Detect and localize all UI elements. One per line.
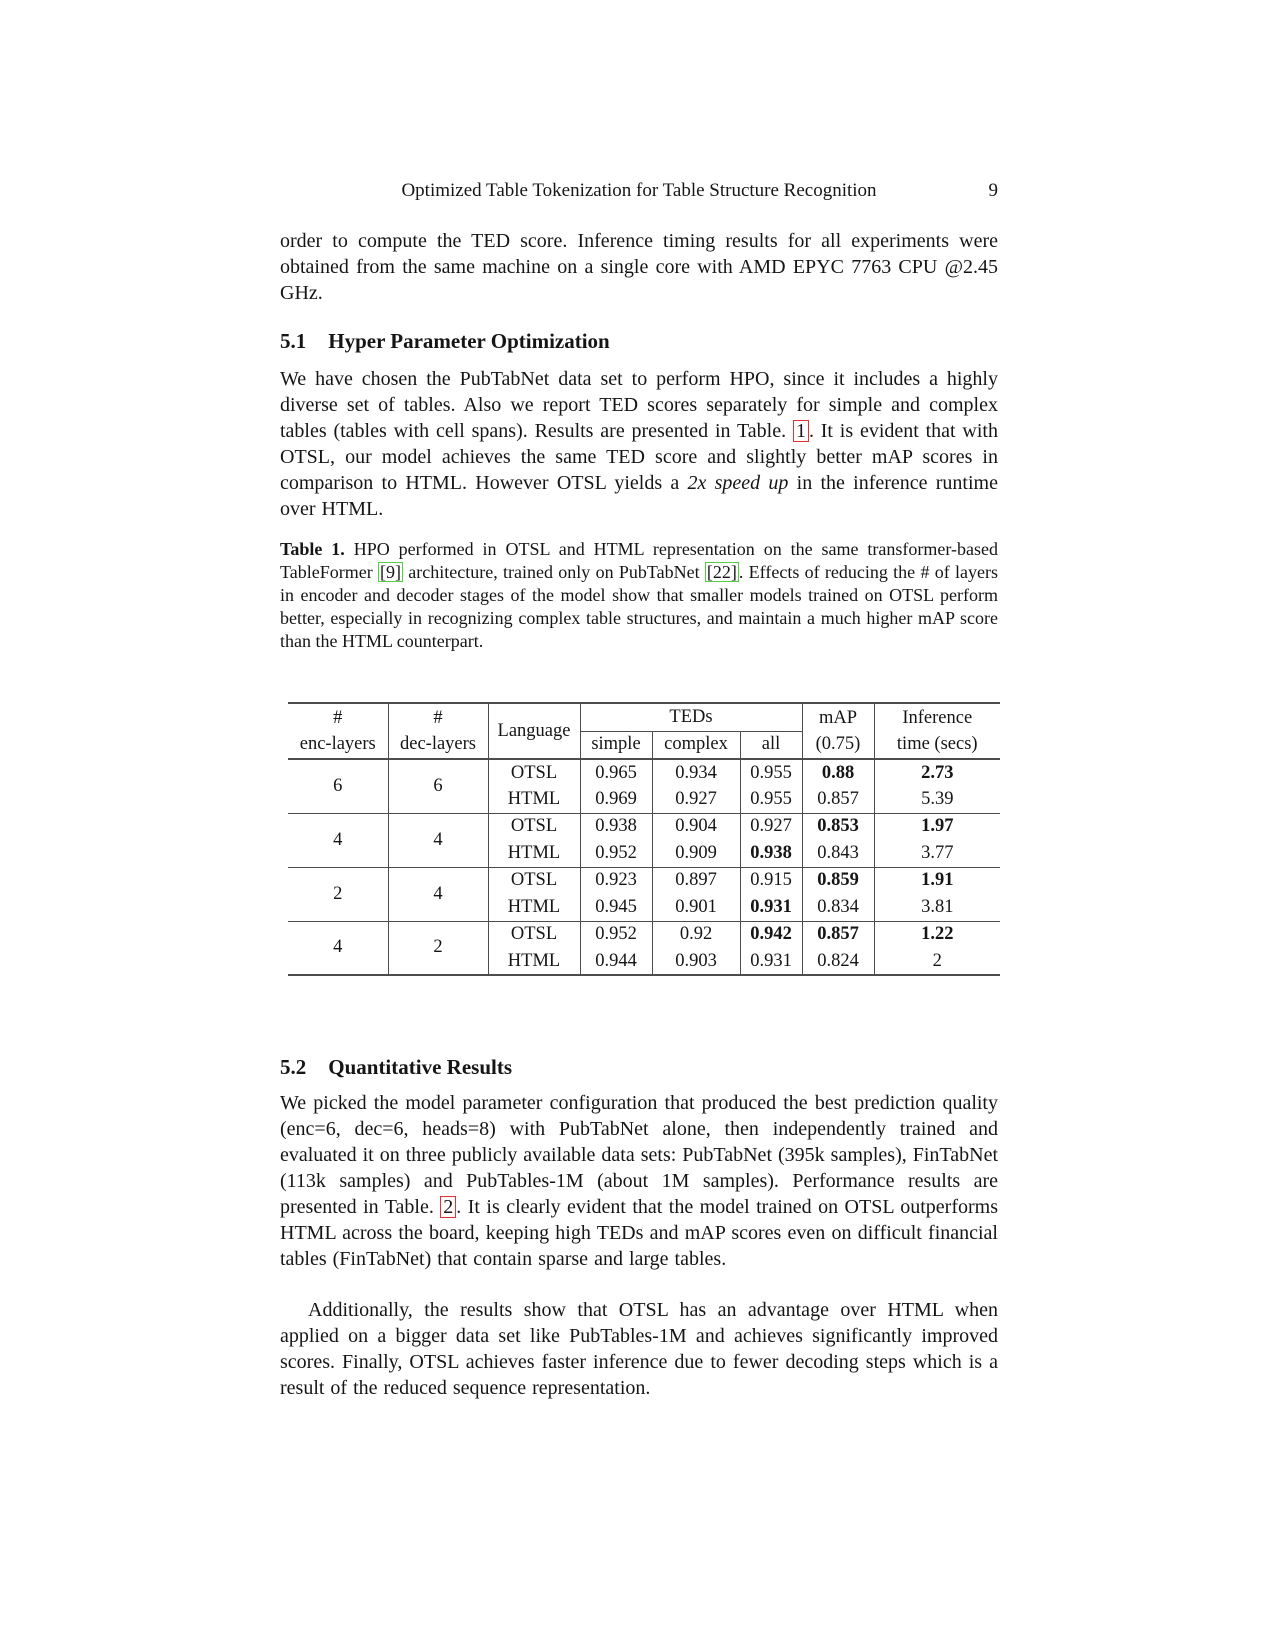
cell-teds-all: 0.955 bbox=[740, 759, 802, 786]
cell-enc-layers: 4 bbox=[288, 921, 388, 975]
cell-teds-all: 0.927 bbox=[740, 813, 802, 840]
section-5-1-title: Hyper Parameter Optimization bbox=[328, 329, 610, 353]
cell-teds-all: 0.931 bbox=[740, 894, 802, 921]
cell-enc-layers: 6 bbox=[288, 759, 388, 813]
cell-teds-all: 0.931 bbox=[740, 948, 802, 975]
cell-inference-time: 1.91 bbox=[874, 867, 1000, 894]
cell-dec-layers: 4 bbox=[388, 813, 488, 867]
section-5-2-paragraph-2: Additionally, the results show that OTSL has an advantage over HTML when applied on a bigger data set like PubTables-1M and achieves significantly improved scores. Finally, OTSL achieves faster inference due to fewer decoding steps which is a result of the reduced sequence representation. bbox=[280, 1299, 998, 1399]
cell-teds-all: 0.938 bbox=[740, 840, 802, 867]
cell-teds-simple: 0.952 bbox=[580, 921, 652, 948]
cell-teds-all: 0.915 bbox=[740, 867, 802, 894]
caption-text: . Effects of reducing the # of layers in encoder and decoder stages of the model show that smaller models trained on OTSL perform better, especially in recognizing complex table structures, and maintain a much higher mAP score than the HTML counterpart. bbox=[280, 562, 998, 651]
paragraph-text: in the inference runtime over HTML. bbox=[280, 472, 998, 520]
citation-22-link[interactable]: [22] bbox=[706, 562, 737, 582]
cell-map: 0.834 bbox=[802, 894, 874, 921]
table-1-reference-link[interactable]: 1 bbox=[793, 420, 809, 442]
cell-teds-complex: 0.904 bbox=[652, 813, 740, 840]
table-1 bbox=[288, 702, 1000, 976]
cell-language: OTSL bbox=[488, 921, 580, 948]
cell-inference-time: 2.73 bbox=[874, 759, 1000, 786]
cell-teds-complex: 0.934 bbox=[652, 759, 740, 786]
header-teds: TEDs bbox=[580, 703, 802, 731]
section-5-2-title: Quantitative Results bbox=[328, 1055, 512, 1079]
emphasized-text: 2x speed up bbox=[687, 472, 789, 494]
table-row bbox=[288, 867, 1000, 894]
paragraph-text: . It is evident that with OTSL, our model achieves the same TED score and slightly better mAP scores in comparison to HTML. However OTSL yields a bbox=[280, 420, 998, 494]
cell-teds-complex: 0.92 bbox=[652, 921, 740, 948]
table-1-caption bbox=[280, 538, 998, 653]
cell-teds-complex: 0.909 bbox=[652, 840, 740, 867]
cell-map: 0.859 bbox=[802, 867, 874, 894]
cell-map: 0.857 bbox=[802, 786, 874, 813]
paragraph-text: . It is clearly evident that the model trained on OTSL outperforms HTML across the board, keeping high TEDs and mAP scores even on difficult financial tables (FinTabNet) that contain sparse and large tables. bbox=[280, 1196, 998, 1270]
cell-language: OTSL bbox=[488, 867, 580, 894]
cell-teds-all: 0.955 bbox=[740, 786, 802, 813]
running-head bbox=[280, 180, 998, 202]
cell-map: 0.853 bbox=[802, 813, 874, 840]
cell-language: OTSL bbox=[488, 813, 580, 840]
cell-language: OTSL bbox=[488, 759, 580, 786]
section-5-1-paragraph bbox=[280, 366, 998, 522]
cell-teds-simple: 0.952 bbox=[580, 840, 652, 867]
cell-inference-time: 1.97 bbox=[874, 813, 1000, 840]
cell-language: HTML bbox=[488, 786, 580, 813]
table-row bbox=[288, 921, 1000, 948]
cell-teds-complex: 0.897 bbox=[652, 867, 740, 894]
cell-teds-complex: 0.927 bbox=[652, 786, 740, 813]
cell-teds-simple: 0.969 bbox=[580, 786, 652, 813]
table-row bbox=[288, 813, 1000, 840]
header-enc-layers: # enc-layers bbox=[288, 703, 388, 759]
cell-inference-time: 3.77 bbox=[921, 842, 954, 863]
cell-teds-complex: 0.901 bbox=[652, 894, 740, 921]
caption-text: architecture, trained only on PubTabNet bbox=[403, 562, 705, 582]
table-row bbox=[288, 759, 1000, 786]
cell-teds-all: 0.942 bbox=[740, 921, 802, 948]
header-teds-complex: complex bbox=[652, 731, 740, 759]
cell-language: HTML bbox=[488, 948, 580, 975]
header-teds-simple: simple bbox=[580, 731, 652, 759]
cell-map: 0.857 bbox=[802, 921, 874, 948]
paragraph-text: We have chosen the PubTabNet data set to perform HPO, since it includes a highly diverse set of tables. Also we report TED scores separately for simple and complex tables (tables with cell spans). Results are presented in Table. bbox=[280, 368, 998, 442]
cell-map: 0.824 bbox=[802, 948, 874, 975]
cell-dec-layers: 6 bbox=[388, 759, 488, 813]
cell-map: 0.843 bbox=[802, 840, 874, 867]
cell-enc-layers: 4 bbox=[288, 813, 388, 867]
cell-enc-layers: 2 bbox=[288, 867, 388, 921]
cell-teds-complex: 0.903 bbox=[652, 948, 740, 975]
header-inference-time: Inference time (secs) bbox=[896, 708, 978, 754]
cell-inference-time: 1.22 bbox=[874, 921, 1000, 948]
table-2-reference-link[interactable]: 2 bbox=[440, 1196, 456, 1218]
intro-paragraph: order to compute the TED score. Inference timing results for all experiments were obtained from the same machine on a single core with AMD EPYC 7763 CPU @2.45 GHz. bbox=[280, 230, 998, 304]
section-5-1-number: 5.1 bbox=[280, 329, 307, 353]
cell-teds-simple: 0.923 bbox=[580, 867, 652, 894]
page-number: 9 bbox=[988, 180, 998, 201]
section-5-2-paragraph-1 bbox=[280, 1090, 998, 1272]
caption-text: HPO performed in OTSL and HTML representation on the same transformer-based TableFormer bbox=[280, 539, 998, 582]
cell-teds-simple: 0.944 bbox=[580, 948, 652, 975]
cell-inference-time: 3.81 bbox=[921, 896, 954, 917]
header-language: Language bbox=[488, 703, 580, 759]
header-dec-layers: # dec-layers bbox=[388, 703, 488, 759]
cell-teds-simple: 0.938 bbox=[580, 813, 652, 840]
citation-9-link[interactable]: [9] bbox=[380, 562, 401, 582]
section-5-2-number: 5.2 bbox=[280, 1055, 307, 1079]
cell-dec-layers: 2 bbox=[388, 921, 488, 975]
paragraph-text: We picked the model parameter configuration that produced the best prediction quality (enc=6, dec=6, heads=8) with PubTabNet alone, then independently trained and evaluated it on three publicly available data sets: PubTabNet (395k samples), FinTabNet (113k samples) and PubTables-1M (about 1M samples). Performance results are presented in Table. bbox=[280, 1092, 999, 1218]
section-5-2-heading bbox=[280, 1055, 998, 1080]
header-teds-all: all bbox=[740, 731, 802, 759]
cell-map: 0.88 bbox=[802, 759, 874, 786]
cell-teds-simple: 0.945 bbox=[580, 894, 652, 921]
header-map: mAP (0.75) bbox=[802, 703, 874, 759]
cell-teds-simple: 0.965 bbox=[580, 759, 652, 786]
section-5-1-heading bbox=[280, 329, 998, 354]
cell-inference-time: 5.39 bbox=[921, 788, 954, 809]
cell-dec-layers: 4 bbox=[388, 867, 488, 921]
table-1-caption-label: Table 1. bbox=[280, 539, 345, 559]
running-title: Optimized Table Tokenization for Table Structure Recognition bbox=[401, 180, 877, 201]
cell-inference-time: 2 bbox=[932, 950, 942, 971]
cell-language: HTML bbox=[488, 894, 580, 921]
cell-language: HTML bbox=[488, 840, 580, 867]
